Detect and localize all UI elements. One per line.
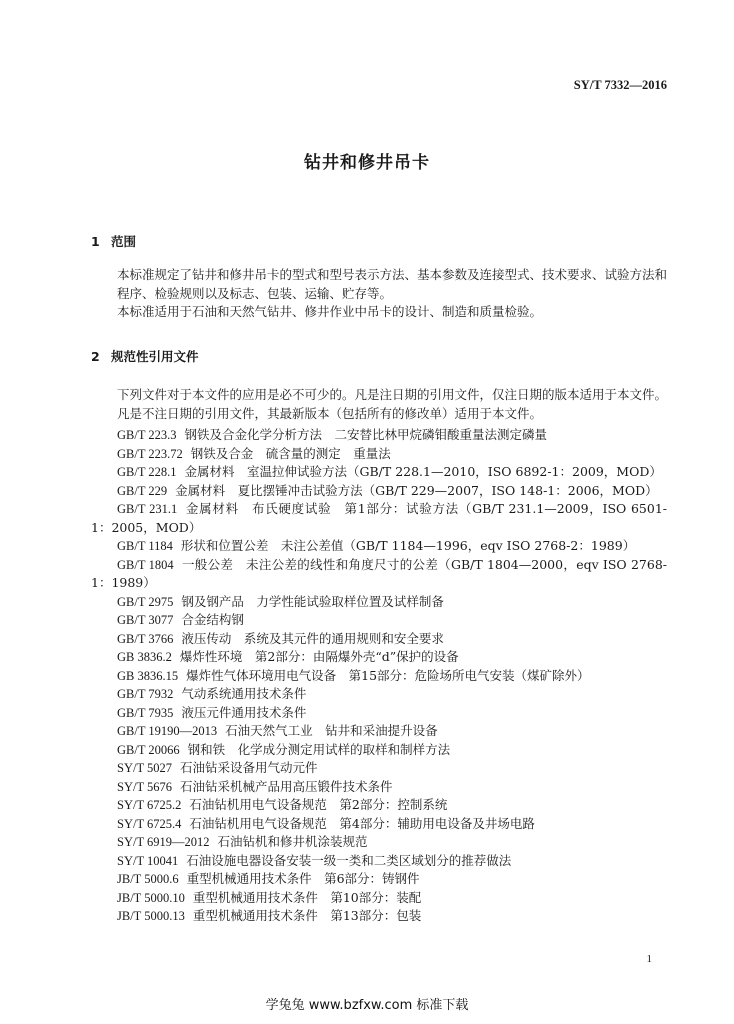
reference-title: 钢和铁 化学成分测定用试样的取样和制样方法 xyxy=(187,741,451,757)
reference-code: GB/T 7935 xyxy=(117,705,174,720)
reference-item xyxy=(91,611,667,630)
reference-code: GB/T 1804 xyxy=(117,557,174,572)
reference-title: 钢及钢产品 力学性能试验取样位置及试样制备 xyxy=(181,593,444,609)
reference-code: GB/T 19190—2013 xyxy=(117,724,218,738)
reference-title: 气动系统通用技术条件 xyxy=(181,686,307,701)
reference-code: GB/T 231.1 xyxy=(117,502,178,516)
reference-title: 石油钻机和修井机涂装规范 xyxy=(217,834,368,849)
reference-code: SY/T 6725.4 xyxy=(117,816,182,831)
reference-item xyxy=(91,556,667,593)
reference-code: GB/T 3077 xyxy=(117,613,174,627)
reference-title: 重型机械通用技术条件 第13部分：包装 xyxy=(192,908,422,923)
reference-title: 液压元件通用技术条件 xyxy=(181,704,307,720)
section-heading-normative-references xyxy=(91,347,199,365)
reference-item xyxy=(91,907,667,926)
reference-title: 石油钻采机械产品用高压锻件技术条件 xyxy=(180,778,393,794)
reference-title: 金属材料 布氏硬度试验 第1部分：试验方法（GB/T 231.1—2009，ISO 6501-1：2005，MOD） xyxy=(91,501,667,535)
reference-code: SY/T 5676 xyxy=(117,779,172,794)
paragraph: 下列文件对于本文件的应用是必不可少的。凡是注日期的引用文件，仅注日期的版本适用于本文件。凡是不注日期的引用文件，其最新版本（包括所有的修改单）适用于本文件。 xyxy=(117,387,668,421)
reference-code: GB/T 228.1 xyxy=(117,465,177,479)
section-title: 规范性引用文件 xyxy=(111,349,199,364)
reference-item xyxy=(91,833,667,852)
reference-item xyxy=(91,630,667,649)
paragraph: 本标准适用于石油和天然气钻井、修井作业中吊卡的设计、制造和质量检验。 xyxy=(117,304,543,319)
reference-item xyxy=(91,759,667,778)
standard-code: SY/T 7332—2016 xyxy=(573,78,667,92)
reference-title: 爆炸性环境 第2部分：由隔爆外壳“d”保护的设备 xyxy=(179,649,459,664)
reference-title: 石油钻采设备用气动元件 xyxy=(180,760,318,775)
reference-title: 石油钻机用电气设备规范 第2部分：控制系统 xyxy=(189,797,448,812)
reference-code: GB/T 229 xyxy=(117,483,168,498)
reference-code: SY/T 5027 xyxy=(117,761,172,775)
reference-title: 重型机械通用技术条件 第10部分：装配 xyxy=(192,889,422,905)
footer-watermark: 学兔兔 www.bzfxw.com 标准下载 xyxy=(265,998,469,1013)
reference-code: GB/T 7932 xyxy=(117,687,174,701)
reference-item xyxy=(91,500,667,537)
section-body-scope xyxy=(91,266,667,322)
section-heading-scope xyxy=(91,232,136,250)
reference-title: 石油设施电器设备安装一级一类和二类区域划分的推荐做法 xyxy=(186,852,512,868)
reference-title: 钢铁及合金 硫含量的测定 重量法 xyxy=(190,445,391,461)
reference-title: 爆炸性气体环境用电气设备 第15部分：危险场所电气安装（煤矿除外） xyxy=(186,667,590,683)
section-body-references xyxy=(91,386,667,423)
section-number: 1 xyxy=(91,234,100,249)
reference-item xyxy=(91,593,667,612)
reference-title: 金属材料 室温拉伸试验方法（GB/T 228.1—2010，ISO 6892-1：2009，MOD） xyxy=(184,464,662,479)
reference-item xyxy=(91,463,667,482)
paragraph: 本标准规定了钻井和修井吊卡的型式和型号表示方法、基本参数及连接型式、技术要求、试验方法和程序、检验规则以及标志、包装、运输、贮存等。 xyxy=(117,267,668,301)
reference-code: SY/T 6725.2 xyxy=(117,798,182,812)
reference-title: 重型机械通用技术条件 第6部分：铸钢件 xyxy=(186,871,420,886)
reference-code: GB 3836.2 xyxy=(117,650,172,664)
reference-code: GB/T 223.72 xyxy=(117,446,183,461)
reference-code: SY/T 6919—2012 xyxy=(117,835,210,849)
reference-title: 钢铁及合金化学分析方法 二安替比林甲烷磷钼酸重量法测定磷量 xyxy=(184,427,548,442)
reference-item xyxy=(91,537,667,556)
reference-item xyxy=(91,445,667,464)
reference-title: 一般公差 未注公差的线性和角度尺寸的公差（GB/T 1804—2000，eqv ISO 2768-1：1989） xyxy=(91,556,667,590)
reference-item xyxy=(91,796,667,815)
reference-item xyxy=(91,482,667,501)
section-title: 范围 xyxy=(111,234,137,249)
reference-item xyxy=(91,741,667,760)
reference-title: 石油天然气工业 钻井和采油提升设备 xyxy=(225,723,438,738)
reference-code: GB/T 20066 xyxy=(117,742,180,757)
reference-list xyxy=(91,426,667,926)
reference-code: JB/T 5000.10 xyxy=(117,890,185,905)
section-number: 2 xyxy=(91,349,100,364)
reference-item xyxy=(91,722,667,741)
reference-code: GB/T 3766 xyxy=(117,631,174,646)
reference-title: 石油钻机用电气设备规范 第4部分：辅助用电设备及井场电路 xyxy=(189,815,535,831)
reference-item xyxy=(91,648,667,667)
reference-code: GB/T 2975 xyxy=(117,594,174,609)
reference-code: GB 3836.15 xyxy=(117,668,179,683)
reference-code: GB/T 223.3 xyxy=(117,428,177,442)
document-title: 钻井和修井吊卡 xyxy=(304,153,430,173)
reference-item xyxy=(91,870,667,889)
reference-title: 形状和位置公差 未注公差值（GB/T 1184—1996，eqv ISO 2768-2：1989） xyxy=(180,538,636,553)
reference-item xyxy=(91,889,667,908)
reference-item xyxy=(91,426,667,445)
reference-item xyxy=(91,685,667,704)
reference-code: SY/T 10041 xyxy=(117,853,179,868)
reference-title: 合金结构钢 xyxy=(181,612,244,627)
reference-item xyxy=(91,778,667,797)
reference-item xyxy=(91,704,667,723)
reference-code: GB/T 1184 xyxy=(117,539,173,553)
reference-title: 金属材料 夏比摆锤冲击试验方法（GB/T 229—2007，ISO 148-1：2006，MOD） xyxy=(175,482,658,498)
reference-code: JB/T 5000.13 xyxy=(117,909,185,923)
page-number: 1 xyxy=(646,953,652,965)
reference-item xyxy=(91,852,667,871)
reference-item xyxy=(91,815,667,834)
reference-item xyxy=(91,667,667,686)
reference-code: JB/T 5000.6 xyxy=(117,872,179,886)
reference-title: 液压传动 系统及其元件的通用规则和安全要求 xyxy=(181,630,444,646)
